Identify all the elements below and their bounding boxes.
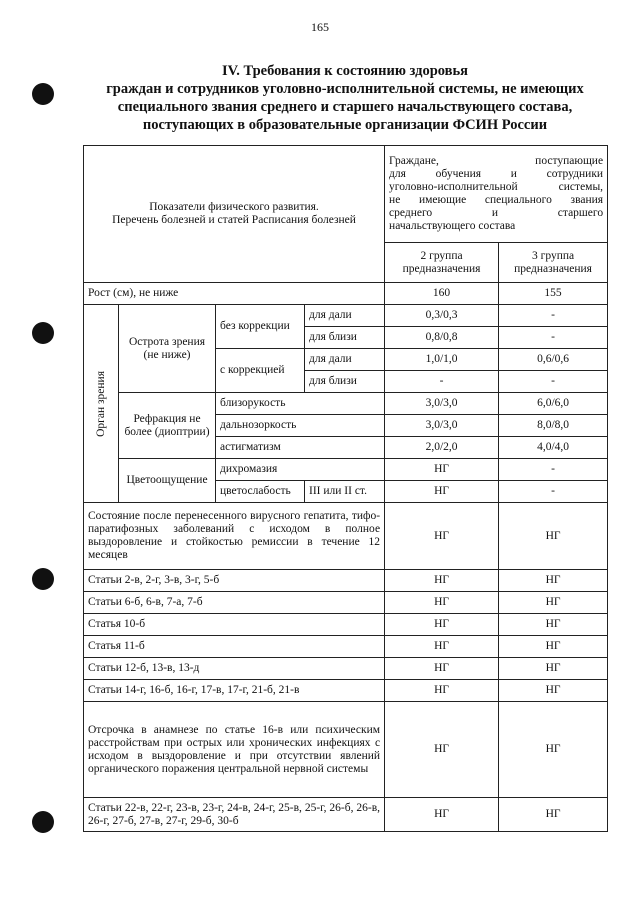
without-correction-label: без коррекции: [216, 305, 305, 349]
indicators-header-line: Показатели физического развития.: [149, 201, 319, 213]
condition-text: Статья 11-б: [84, 636, 385, 658]
group2-header: 2 группа предназначения: [385, 243, 499, 283]
table-row: [84, 503, 608, 570]
citizens-header: [385, 146, 608, 243]
condition-g3: НГ: [499, 636, 608, 658]
table-row: [84, 305, 608, 327]
organ-of-vision-label: Орган зрения: [94, 370, 107, 437]
refraction-value-g2: 2,0/2,0: [385, 437, 499, 459]
refraction-value-g2: 3,0/3,0: [385, 415, 499, 437]
table-row: [84, 702, 608, 798]
acuity-label: Острота зрения (не ниже): [119, 305, 216, 393]
condition-text: Статьи 2-в, 2-г, 3-в, 3-г, 5-б: [84, 570, 385, 592]
page-number: 165: [311, 20, 329, 34]
near-label: для близи: [305, 371, 385, 393]
citizens-header-line: начальствующего состава: [389, 220, 516, 232]
group3-header: 3 группа предназначения: [499, 243, 608, 283]
distance-label: для дали: [305, 349, 385, 371]
acuity-value-g3: -: [499, 327, 608, 349]
condition-g2: НГ: [385, 658, 499, 680]
height-g3: 155: [499, 283, 608, 305]
dichromasia-g3: -: [499, 459, 608, 481]
condition-text: Статья 10-б: [84, 614, 385, 636]
binder-hole-mark: [32, 811, 54, 833]
refraction-item-label: астигматизм: [216, 437, 385, 459]
acuity-value-g3: 0,6/0,6: [499, 349, 608, 371]
refraction-label: Рефракция не более (диоптрии): [119, 393, 216, 459]
condition-g2: НГ: [385, 680, 499, 702]
title-line: IV. Требования к состоянию здоровья: [221, 63, 469, 79]
table-header-row: [84, 146, 608, 243]
color-perception-label: Цветоощущение: [119, 459, 216, 503]
distance-label: для дали: [305, 305, 385, 327]
binder-hole-mark: [32, 83, 54, 105]
refraction-item-label: дальнозоркость: [216, 415, 385, 437]
indicators-header: [84, 146, 385, 283]
condition-g3: НГ: [499, 798, 608, 832]
color-weakness-g3: -: [499, 481, 608, 503]
requirements-table: [83, 145, 608, 832]
title-line: граждан и сотрудников уголовно-исполнительной системы, не имеющих: [106, 81, 584, 97]
condition-g2: НГ: [385, 570, 499, 592]
binder-hole-mark: [32, 322, 54, 344]
condition-g2: НГ: [385, 592, 499, 614]
condition-text: Статьи 14-г, 16-б, 16-г, 17-в, 17-г, 21-б, 21-в: [84, 680, 385, 702]
acuity-value-g3: -: [499, 305, 608, 327]
condition-g2: НГ: [385, 503, 499, 570]
table-row: [84, 592, 608, 614]
acuity-value-g2: 1,0/1,0: [385, 349, 499, 371]
refraction-item-label: близорукость: [216, 393, 385, 415]
organ-of-vision-cell: [84, 305, 119, 503]
acuity-value-g2: 0,8/0,8: [385, 327, 499, 349]
title-line: поступающих в образовательные организации ФСИН России: [142, 117, 548, 133]
table-row: [84, 658, 608, 680]
condition-g3: НГ: [499, 702, 608, 798]
condition-text: Статьи 12-б, 13-в, 13-д: [84, 658, 385, 680]
condition-g3: НГ: [499, 570, 608, 592]
condition-text: Статьи 22-в, 22-г, 23-в, 23-г, 24-в, 24-г, 25-в, 25-г, 26-б, 26-в, 26-г, 27-б, 27-в, 27-г, 29-б, 30-б: [84, 798, 385, 832]
table-row: [84, 798, 608, 832]
citizens-header-line: для обучения и сотрудники: [389, 168, 604, 180]
condition-g3: НГ: [499, 680, 608, 702]
height-label: Рост (см), не ниже: [84, 283, 385, 305]
condition-text: Отсрочка в анамнезе по статье 16-в или психическим расстройствам при острых или хронических инфекциях с исходом в выздоровление и при отсутствии явлений органического поражения центральной нервной системы: [84, 702, 385, 798]
condition-g3: НГ: [499, 658, 608, 680]
color-weakness-g2: НГ: [385, 481, 499, 503]
acuity-value-g3: -: [499, 371, 608, 393]
diseases-header-line: Перечень болезней и статей Расписания болезней: [112, 214, 356, 226]
table-row: [84, 283, 608, 305]
refraction-value-g3: 4,0/4,0: [499, 437, 608, 459]
table-row: [84, 570, 608, 592]
citizens-header-line: не имеющие специального звания: [389, 194, 604, 206]
table-row: [84, 393, 608, 415]
color-weakness-label: цветослабость: [216, 481, 305, 503]
near-label: для близи: [305, 327, 385, 349]
table-row: [84, 636, 608, 658]
condition-g2: НГ: [385, 702, 499, 798]
condition-g3: НГ: [499, 503, 608, 570]
page-title: [70, 62, 620, 134]
acuity-value-g2: 0,3/0,3: [385, 305, 499, 327]
table-row: [84, 614, 608, 636]
condition-text: Статьи 6-б, 6-в, 7-а, 7-б: [84, 592, 385, 614]
condition-g3: НГ: [499, 614, 608, 636]
table-row: [84, 459, 608, 481]
height-g2: 160: [385, 283, 499, 305]
refraction-value-g2: 3,0/3,0: [385, 393, 499, 415]
citizens-header-line: уголовно-исполнительной системы,: [389, 181, 604, 193]
condition-g2: НГ: [385, 798, 499, 832]
color-weakness-degree: III или II ст.: [305, 481, 385, 503]
citizens-header-line: Граждане, поступающие: [389, 155, 604, 167]
acuity-value-g2: -: [385, 371, 499, 393]
dichromasia-label: дихромазия: [216, 459, 385, 481]
condition-g2: НГ: [385, 636, 499, 658]
dichromasia-g2: НГ: [385, 459, 499, 481]
refraction-value-g3: 8,0/8,0: [499, 415, 608, 437]
refraction-value-g3: 6,0/6,0: [499, 393, 608, 415]
condition-g2: НГ: [385, 614, 499, 636]
condition-text: Состояние после перенесенного вирусного гепатита, тифо-паратифозных заболеваний с исходом в полное выздоровление и стойкостью ремиссии в течение 12 месяцев: [84, 503, 385, 570]
binder-hole-mark: [32, 568, 54, 590]
condition-g3: НГ: [499, 592, 608, 614]
with-correction-label: с коррекцией: [216, 349, 305, 393]
table-row: [84, 680, 608, 702]
citizens-header-line: среднего и старшего: [389, 207, 604, 219]
title-line: специального звания среднего и старшего начальствующего состава,: [117, 99, 573, 115]
